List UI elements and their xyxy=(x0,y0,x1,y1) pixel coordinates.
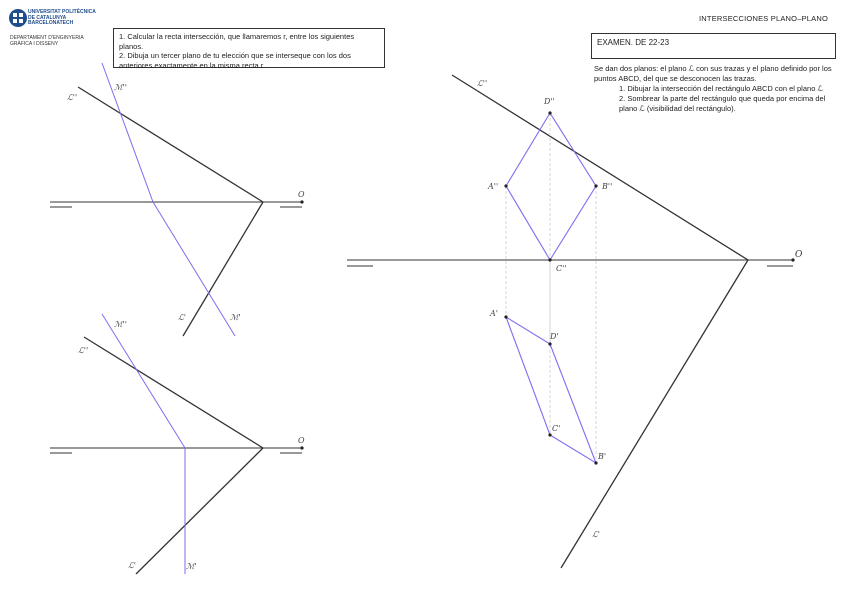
origin-point xyxy=(300,446,303,449)
label-L1: ℒ' xyxy=(178,313,186,322)
page-title: INTERSECCIONES PLANO–PLANO xyxy=(699,14,828,23)
plane-L-vertical-trace xyxy=(84,337,263,448)
label-B1: B' xyxy=(598,452,607,461)
rectangle-vertical-projection xyxy=(506,113,596,260)
label-B2: B'' xyxy=(602,182,613,191)
label-L2: ℒ'' xyxy=(67,93,78,102)
plane-M-vertical-trace xyxy=(102,314,185,448)
label-L2: ℒ'' xyxy=(477,79,488,88)
plane-L-horizontal-trace xyxy=(561,260,748,568)
plane-L-vertical-trace xyxy=(452,75,748,260)
exam-item-2: 2. Sombrear la parte del rectángulo que queda por encima del plano ℒ (visibilidad del rectángulo). xyxy=(619,94,826,113)
exam-title: EXAMEN. DE 22-23 xyxy=(597,38,670,47)
label-C2: C'' xyxy=(556,264,567,273)
university-name: UNIVERSITAT POLITÈCNICA DE CATALUNYA BARCELONATECH xyxy=(28,9,96,26)
label-D2: D'' xyxy=(544,97,555,106)
diagram-exam xyxy=(347,75,803,568)
point-D1 xyxy=(548,342,551,345)
label-M2: ℳ'' xyxy=(114,83,127,92)
label-A1: A' xyxy=(490,309,498,318)
label-L2: ℒ'' xyxy=(78,346,89,355)
origin-label: O xyxy=(298,190,305,199)
plane-M-vertical-trace xyxy=(102,63,153,202)
point-A2 xyxy=(504,184,507,187)
point-A1 xyxy=(504,315,507,318)
label-L1: ℒ' xyxy=(592,530,600,539)
origin-point xyxy=(300,200,303,203)
label-L1: ℒ' xyxy=(128,561,136,570)
label-C1: C' xyxy=(552,424,561,433)
point-D2 xyxy=(548,111,551,114)
label-M1: ℳ' xyxy=(230,313,241,322)
exam-item-1: 1. Dibujar la intersección del rectángulo ABCD con el plano ℒ xyxy=(619,84,823,93)
label-M1: ℳ' xyxy=(186,562,197,571)
origin-label: O xyxy=(298,436,305,445)
diagram-2 xyxy=(50,314,305,574)
point-C1 xyxy=(548,433,551,436)
instruction-1: 1. Calcular la recta intersección, que llamaremos r, entre los siguientes planos. xyxy=(119,32,355,51)
exam-intro: Se dan dos planos: el plano ℒ con sus trazas y el plano definido por los puntos ABCD, del que se desconocen las trazas. xyxy=(594,64,832,83)
origin-label: O xyxy=(795,250,803,260)
label-D1: D' xyxy=(550,332,559,341)
diagram-1 xyxy=(50,63,305,336)
point-B1 xyxy=(594,461,597,464)
label-A2: A'' xyxy=(488,182,499,191)
instruction-2: 2. Dibuja un tercer plano de tu elección que se interseque con los dos anteriores exactamente en la misma recta r. xyxy=(119,51,351,70)
plane-L-vertical-trace xyxy=(78,87,263,202)
point-C2 xyxy=(548,258,551,261)
label-M2: ℳ'' xyxy=(114,320,127,329)
point-B2 xyxy=(594,184,597,187)
department-name: DEPARTAMENT D'ENGINYERIA GRÀFICA I DISSENY xyxy=(10,35,84,47)
plane-L-horizontal-trace xyxy=(136,448,263,574)
